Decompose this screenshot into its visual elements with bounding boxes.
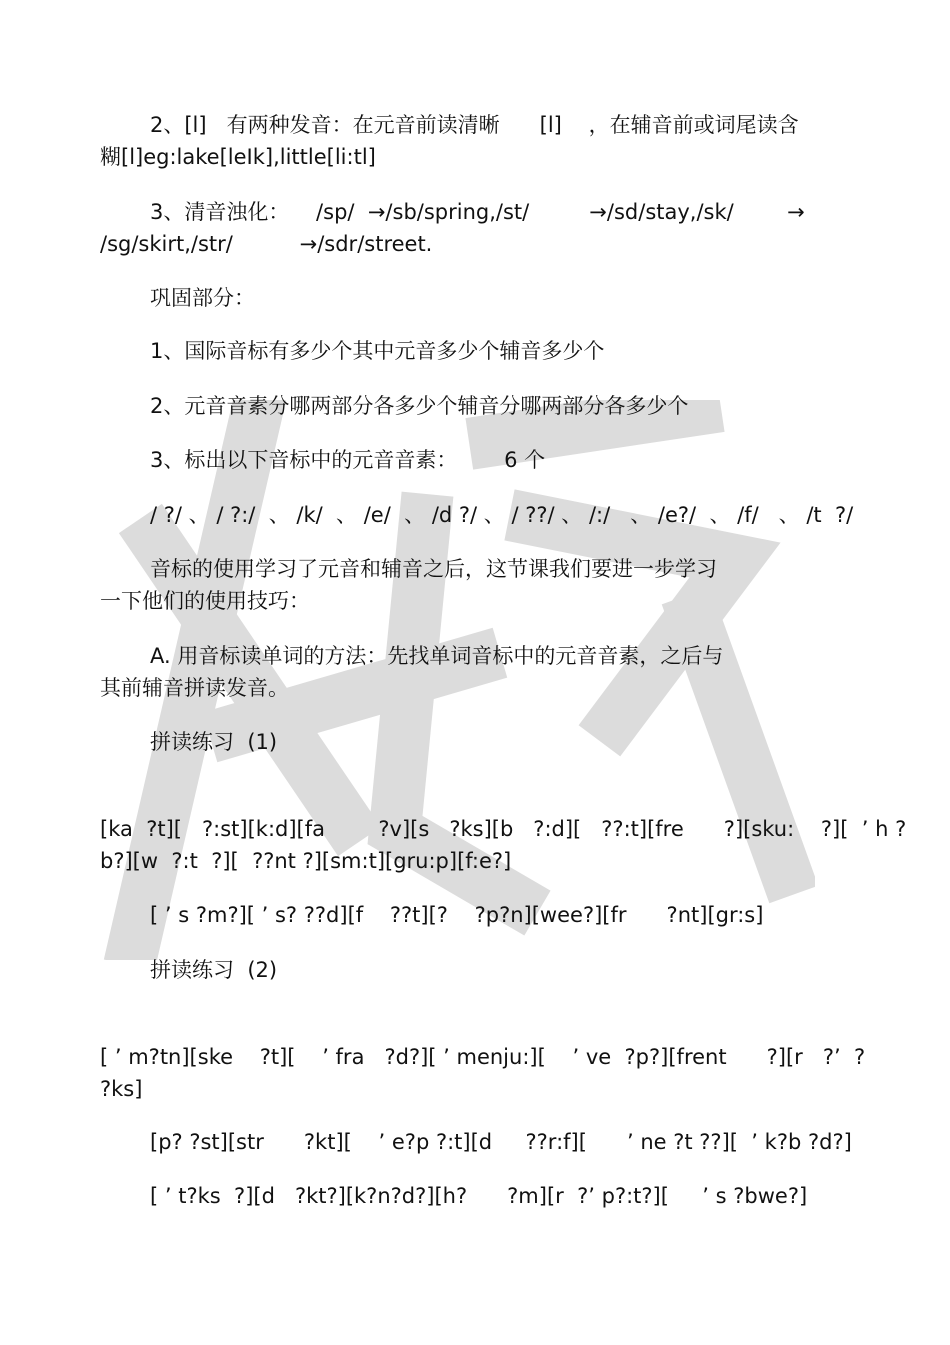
usage-intro-line2: 一下他们的使用技巧： bbox=[100, 589, 310, 613]
pronunciation-rule-l-line2: 糊[l]eg:lake[leIk],little[li:tl] bbox=[100, 145, 376, 169]
practice-2-heading: 拼读练习 (2) bbox=[150, 958, 278, 982]
method-a-line2: 其前辅音拼读发音。 bbox=[100, 676, 289, 700]
practice-2-line3: [p? ?st][str ?kt][ ’ e?p ?:t][d ??r:f][ ’ ne ?t ??][ ’ k?b ?d?] bbox=[150, 1130, 852, 1154]
method-a-line1: A. 用音标读单词的方法：先找单词音标中的元音音素，之后与 bbox=[150, 644, 724, 668]
voicing-rule-line1: 3、清音浊化： /sp/ →/sb/spring,/st/ →/sd/stay,/sk/ → bbox=[150, 200, 805, 224]
usage-intro-line1: 音标的使用学习了元音和辅音之后，这节课我们要进一步学习 bbox=[150, 557, 717, 581]
question-1: 1、国际音标有多少个其中元音多少个辅音多少个 bbox=[150, 339, 605, 363]
practice-2-line4: [ ’ t?ks ?][d ?kt?][k?n?d?][h? ?m][r ?’ p?:t?][ ’ s ?bwe?] bbox=[150, 1184, 808, 1208]
question-3-symbols: / ?/ 、 / ?:/ 、 /k/ 、 /e/ 、 /d ?/ 、 / ??/ 、 /:/ 、 /e?/ 、 /f/ 、 /t ?/ bbox=[150, 503, 854, 527]
pronunciation-rule-l-line1: 2、[l] 有两种发音：在元音前读清晰 [l] ，在辅音前或词尾读含 bbox=[150, 113, 799, 137]
practice-1-line3: [ ’ s ?m?][ ’ s? ??d][f ??t][? ?p?n][wee?][fr ?nt][gr:s] bbox=[150, 903, 764, 927]
practice-1-heading: 拼读练习 (1) bbox=[150, 730, 278, 754]
practice-1-line2: b?][w ?:t ?][ ??nt ?][sm:t][gru:p][f:e?] bbox=[100, 849, 512, 873]
practice-1-line1: [ka ?t][ ?:st][k:d][fa ?v][s ?ks][b ?:d][ ??:t][fre ?][sku: ?][ ’ h ? bbox=[100, 817, 907, 841]
consolidation-heading: 巩固部分： bbox=[150, 286, 255, 310]
practice-2-line1: [ ’ m?tn][ske ?t][ ’ fra ?d?][ ’ menju:][ ’ ve ?p?][frent ?][r ?’ ? bbox=[100, 1045, 866, 1069]
question-3: 3、标出以下音标中的元音音素： 6 个 bbox=[150, 448, 546, 472]
question-2: 2、元音音素分哪两部分各多少个辅音分哪两部分各多少个 bbox=[150, 394, 689, 418]
voicing-rule-line2: /sg/skirt,/str/ →/sdr/street. bbox=[100, 232, 433, 256]
practice-2-line2: ?ks] bbox=[100, 1077, 143, 1101]
